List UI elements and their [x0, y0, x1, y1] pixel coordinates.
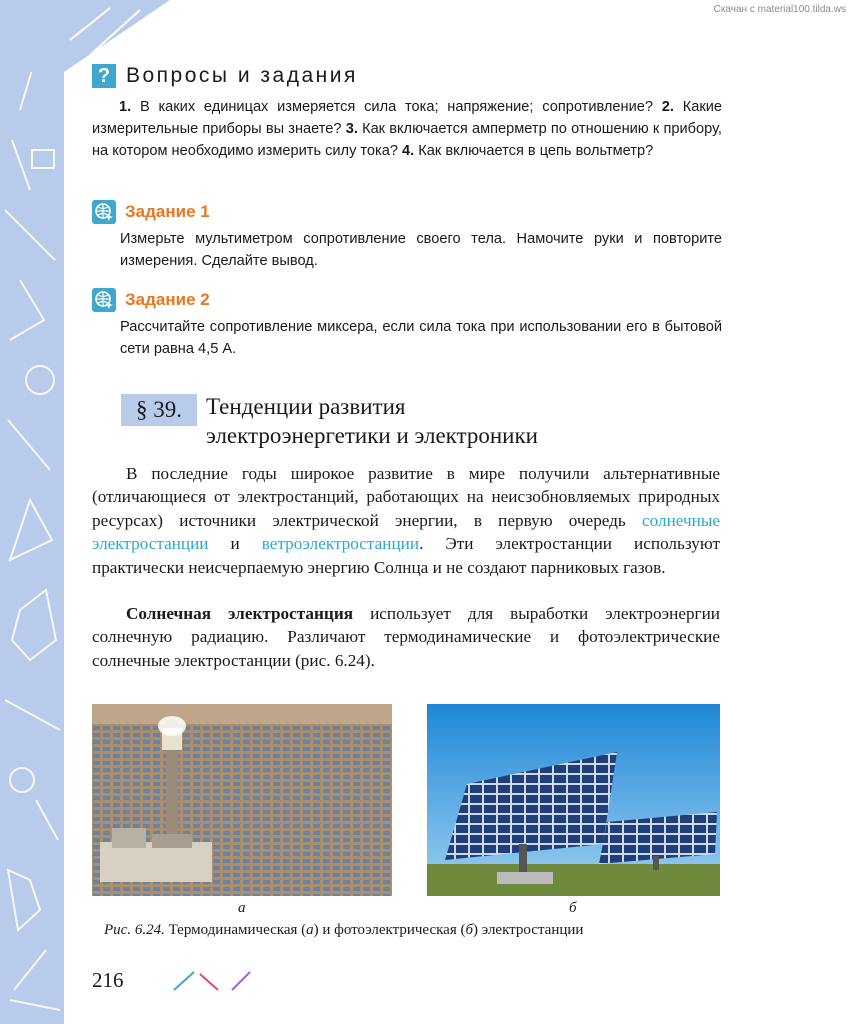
question-1: В каких единицах измеряется сила тока; напряжение; сопротивление? — [131, 99, 662, 115]
paragraph-2 — [92, 602, 720, 672]
question-2: Какие измерительные приборы вы знаете? — [92, 99, 722, 137]
section-title-line-2: электроэнергетики и электроники — [206, 423, 538, 448]
questions-header — [92, 64, 358, 88]
page-number: 216 — [92, 968, 124, 992]
task-1-text: Измерьте мультиметром сопротивление своего тела. Намочите руки и повторите измерения. Сделайте вывод. — [120, 231, 722, 269]
thermodynamic-plant-photo — [92, 704, 392, 896]
questions-text — [92, 96, 722, 162]
paragraph-1-text-a: В последние годы широкое развитие в мире получили альтернативные (отличающиеся от электростанций, работающих на неисзобновляемых природных ресурсах) источники электрической энергии, в первую очередь — [92, 464, 720, 530]
figure-label-b: б — [569, 900, 577, 916]
task-1-header — [92, 200, 210, 224]
solar-plant-term: Солнечная электростанция — [126, 604, 354, 623]
wind-plants-link[interactable]: ветроэлектростанции — [261, 534, 420, 554]
question-4: Как включается в цепь вольтметр? — [414, 143, 654, 159]
question-3-number: 3. — [345, 121, 358, 137]
figure-caption — [104, 922, 583, 939]
solar-plants-link[interactable]: солнечные электростанции — [92, 510, 720, 554]
task-2-header — [92, 288, 210, 312]
paragraph-1-text-c: . Эти электростанции используют практически неисчерпаемую энергию Солнца и не создают парниковых газов. — [92, 534, 720, 577]
globe-cursor-icon — [92, 288, 116, 312]
question-4-number: 4. — [402, 143, 415, 159]
figure-caption-prefix: Рис. 6.24. — [104, 922, 165, 938]
globe-cursor-icon — [92, 200, 116, 224]
caption-text-3: ) электростанции — [473, 922, 584, 938]
section-number-badge: § 39. — [121, 394, 197, 426]
download-watermark: Скачан с material100.tilda.ws — [713, 4, 846, 15]
caption-text-1: Термодинамическая ( — [164, 922, 307, 938]
question-3: Как включается амперметр по отношению к прибору, на котором необходимо измерить силу тока? — [92, 121, 722, 159]
question-1-number: 1. — [119, 99, 132, 115]
questions-title: Вопросы и задания — [126, 64, 358, 87]
paragraph-1 — [92, 462, 720, 579]
question-mark-icon: ? — [92, 64, 116, 88]
sidebar-pattern — [0, 0, 64, 1024]
figure-label-a: а — [238, 900, 246, 916]
decorative-sidebar — [0, 0, 64, 1024]
page-decoration-lines — [170, 970, 260, 994]
task-2-text: Рассчитайте сопротивление миксера, если сила тока при использовании его в бытовой сети равна 4,5 А. — [120, 319, 722, 357]
section-title — [206, 392, 538, 450]
section-title-line-1: Тенденции развития — [206, 394, 406, 419]
caption-text-2: ) и фотоэлектрическая ( — [313, 922, 466, 938]
caption-b: б — [465, 922, 474, 938]
paragraph-1-text-b: и — [208, 534, 262, 554]
corner-decoration — [0, 0, 170, 72]
task-2-title: Задание 2 — [125, 290, 210, 309]
question-2-number: 2. — [661, 99, 674, 115]
task-1-title: Задание 1 — [125, 202, 210, 221]
photovoltaic-plant-photo — [427, 704, 720, 896]
caption-a: а — [306, 922, 314, 938]
paragraph-2-text: использует для выработки электроэнергии солнечную радиацию. Различают термодинамические и фотоэлектрические солнечные электростанции (рис. 6.24). — [92, 604, 720, 670]
